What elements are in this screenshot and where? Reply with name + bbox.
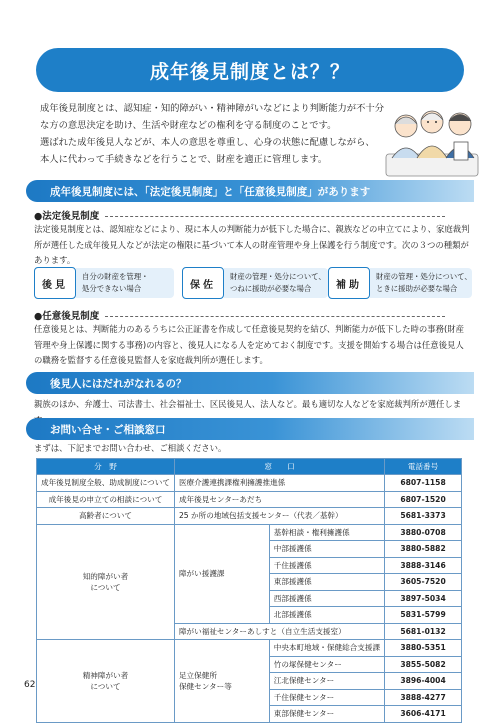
table-row: 成年後見制度全般、助成制度について 医療介護連携課権利擁護推進係 6807-1158 — [37, 475, 462, 492]
field-seishin: 精神障がい者 について — [37, 640, 175, 723]
type-tag: 保佐 — [182, 267, 224, 299]
header-phone: 電話番号 — [385, 459, 462, 475]
table-row: 東部保健センター 3606-4171 — [37, 706, 462, 723]
houtei-description: 法定後見制度とは、認知症などにより、現に本人の判断能力が低下した場合に、親族などの申立てにより、家庭裁判所が選任した成年後見人などが法定の権限に基づいて本人の財産管理や身上保護を行う制度です。次の３つの種類があります。 — [34, 224, 470, 265]
type-description: 財産の管理・処分について、 つねに援助が必要な場合 — [224, 268, 328, 298]
houtei-title: ●法定後見制度 — [34, 211, 100, 222]
intro-line: な方の意思決定を助け、生活や財産などの権利を守る制度のことです。 — [40, 120, 337, 131]
table-row: 精神障がい者 について 足立保健所 保健センター等 中央本町地域・保健総合支援課 3880-5351 — [37, 640, 462, 657]
page-number: 62 — [24, 680, 36, 690]
window-chiteki: 障がい援護課 — [174, 524, 269, 623]
section-heading-label: お問い合せ・ご相談窓口 — [50, 423, 166, 436]
contact-lead: まずは、下記までお問い合わせ、ご相談ください。 — [34, 443, 227, 453]
page-title-banner — [36, 48, 464, 92]
table-row: 西部援護係 3897-5034 — [37, 590, 462, 607]
type-card-hosa — [182, 266, 328, 300]
table-row: 千住保健センター 3888-4277 — [37, 689, 462, 706]
nini-subheading — [34, 308, 445, 322]
section-heading-label: 成年後見制度には、「法定後見制度」と「任意後見制度」があります — [50, 185, 371, 198]
intro-line: 成年後見制度とは、認知症・知的障がい・精神障がいなどにより判断能力が不十分 — [40, 103, 384, 114]
table-row: 知的障がい者 について 障がい援護課 基幹相談・権利擁護係 3880-0708 — [37, 524, 462, 541]
table-row: 竹の塚保健センター 3855-5082 — [37, 656, 462, 673]
intro-line: 選ばれた成年後見人などが、本人の意思を尊重し、心身の状態に配慮しながら、 — [40, 137, 375, 148]
intro-line: 本人に代わって手続きなどを行うことで、財産を適正に管理します。 — [40, 154, 328, 165]
type-description: 財産の管理・処分について、 ときに援助が必要な場合 — [370, 268, 472, 298]
table-row: 成年後見の申立ての相談について 成年後見センターあだち 6807-1520 — [37, 491, 462, 508]
page-title: 成年後見制度とは？？ — [149, 60, 350, 83]
nini-description: 任意後見とは、判断能力のあるうちに公正証書を作成して任意後見契約を結び、判断能力が低下した時の事務(財産管理や身上保護に関する事務)の内容と、後見人になる人を定めておく制度です。支援を開始する場合は任意後見人の職務を監督する任意後見監督人を家庭裁判所が選任します。 — [34, 324, 465, 365]
field-chiteki: 知的障がい者 について — [37, 524, 175, 640]
type-tag: 補助 — [328, 267, 370, 299]
contact-table — [36, 458, 462, 723]
section-heading-guardian — [26, 372, 474, 394]
divider — [105, 216, 445, 217]
table-header-row — [37, 459, 462, 475]
table-row: 千住援護係 3888-3146 — [37, 557, 462, 574]
section-heading-label: 後見人にはだれがなれるの？ — [50, 377, 187, 390]
table-row: 北部援護係 5831-5799 — [37, 607, 462, 624]
type-description: 自分の財産を管理・ 処分できない場合 — [76, 268, 174, 298]
section-heading-types — [26, 180, 474, 202]
table-row: 東部援護係 3605-7520 — [37, 574, 462, 591]
houtei-subheading — [34, 208, 445, 222]
type-card-hojo — [328, 266, 472, 300]
divider — [105, 316, 445, 317]
table-row: 江北保健センター 3896-4004 — [37, 673, 462, 690]
type-card-kouken — [34, 266, 174, 300]
family-illustration — [384, 102, 480, 178]
table-row: 障がい福祉センターあしすと（自立生活支援室） 5681-0132 — [37, 623, 462, 640]
section-heading-contact — [26, 418, 474, 440]
guardian-description: 親族のほか、弁護士、司法書士、社会福祉士、区民後見人、法人など。最も適切な人などを家庭裁判所が選任しま — [34, 399, 462, 409]
nini-title: ●任意後見制度 — [34, 311, 100, 322]
table-row: 中部援護係 3880-5882 — [37, 541, 462, 558]
header-window: 窓 口 — [174, 459, 384, 475]
intro-text — [40, 100, 384, 168]
window-seishin: 足立保健所 保健センター等 — [174, 640, 269, 723]
table-row: 高齢者について 25 か所の地域包括支援センター（代表／基幹） 5681-3373 — [37, 508, 462, 525]
type-tag: 後見 — [34, 267, 76, 299]
header-field: 分 野 — [37, 459, 175, 475]
